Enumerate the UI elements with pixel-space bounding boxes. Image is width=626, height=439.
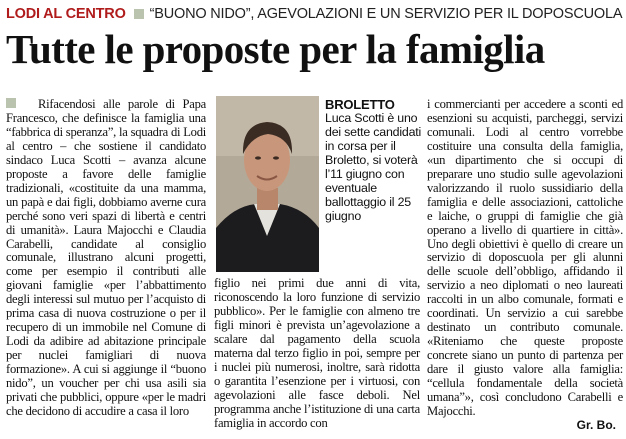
caption-text: Luca Scotti è uno dei sette candidati in corsa per il Broletto, si voterà l’11 giugno con eventuale ballottaggio il 25 giugno: [325, 110, 422, 223]
body-column-1-text: Rifacendosi alle parole di Papa Francesco, che definisce la famiglia una “fabbrica di speranza”, la squadra di Lodi al centro – che sostiene il candidato sindaco Luca Scotti – avanza alcune proposte a favore delle famiglie tradizionali, «costituite da una mamma, un papà e dai figli, dobbiamo averne cura perché sono veri spazi di libertà e centri di umanità». Laura Majocchi e Claudia Carabelli, candidate al consiglio comunale, illustrano alcuni progetti, come per esempio il contributi alle giovani famiglie «per l’abbattimento degli interessi sul mutuo per l’acquisto di prima casa di nuova costruzione o per il recupero di un immobile nel Comune di Lodi da adibire ad abitazione principale per nuclei famigliari di nuova formazione». A cui si aggiunge il “buono nido”, un voucher per chi usa asili sia privati che pubblici, oppure «per le madri che decidono di accudire a casa il loro: [6, 97, 206, 418]
author-signature: Gr. Bo.: [576, 418, 616, 432]
lead-square-icon: [6, 98, 16, 108]
kicker-subtitle: “BUONO NIDO”, AGEVOLAZIONI E UN SERVIZIO PER IL DOPOSCUOLA: [149, 6, 623, 22]
photo-caption: [325, 98, 423, 224]
body-column-3: i commercianti per accedere a sconti ed esenzioni su acquisti, parcheggi, servizi comunali. Lodi al centro vorrebbe costituire una consulta della famiglia, «un dipartimento che si occupi di preparare uno studio sulle agevolazioni valorizzando il ruolo sussidiario della famiglia e delle associazioni, cattoliche e laiche, o gruppi di famiglie che già operano a livello di quartiere in città». Uno degli obiettivi è quello di creare un servizio di doposcuola per gli alunni delle scuole dell’obbligo, affidando il servizio a neo diplomati o neo laureati raccolti in un albo comunale, formati e coordinati. Un servizio a cui sarebbe destinato un contributo comunale. «Riteniamo che queste proposte concrete siano un punto di partenza per dare il giusto valore alla famiglia: “cellula fondamentale della società umana”», così concludono Carabelli e Majocchi.: [427, 97, 623, 418]
body-column-2: figlio nei primi due anni di vita, riconoscendo la loro funzione di servizio pubblico». Per le famiglie con almeno tre figli minori è prevista un’agevolazione a scalare dal pagamento della scuola materna dal terzo figlio in poi, sempre per i nuclei più numerosi, inoltre, sarà ridotta o garantita l’esenzione per i virtuosi, con agevolazioni alle fasce deboli. Nel programma anche l’istituzione di una carta famiglia in accordo con: [214, 276, 420, 430]
kicker: [6, 4, 622, 24]
candidate-photo: [216, 96, 319, 272]
body-column-1: [6, 98, 206, 419]
caption-title: BROLETTO: [325, 97, 395, 112]
headline: Tutte le proposte per la famiglia: [6, 26, 545, 72]
square-bullet-icon: [134, 9, 144, 19]
portrait-image: [216, 96, 319, 272]
section-label: LODI AL CENTRO: [6, 6, 126, 22]
